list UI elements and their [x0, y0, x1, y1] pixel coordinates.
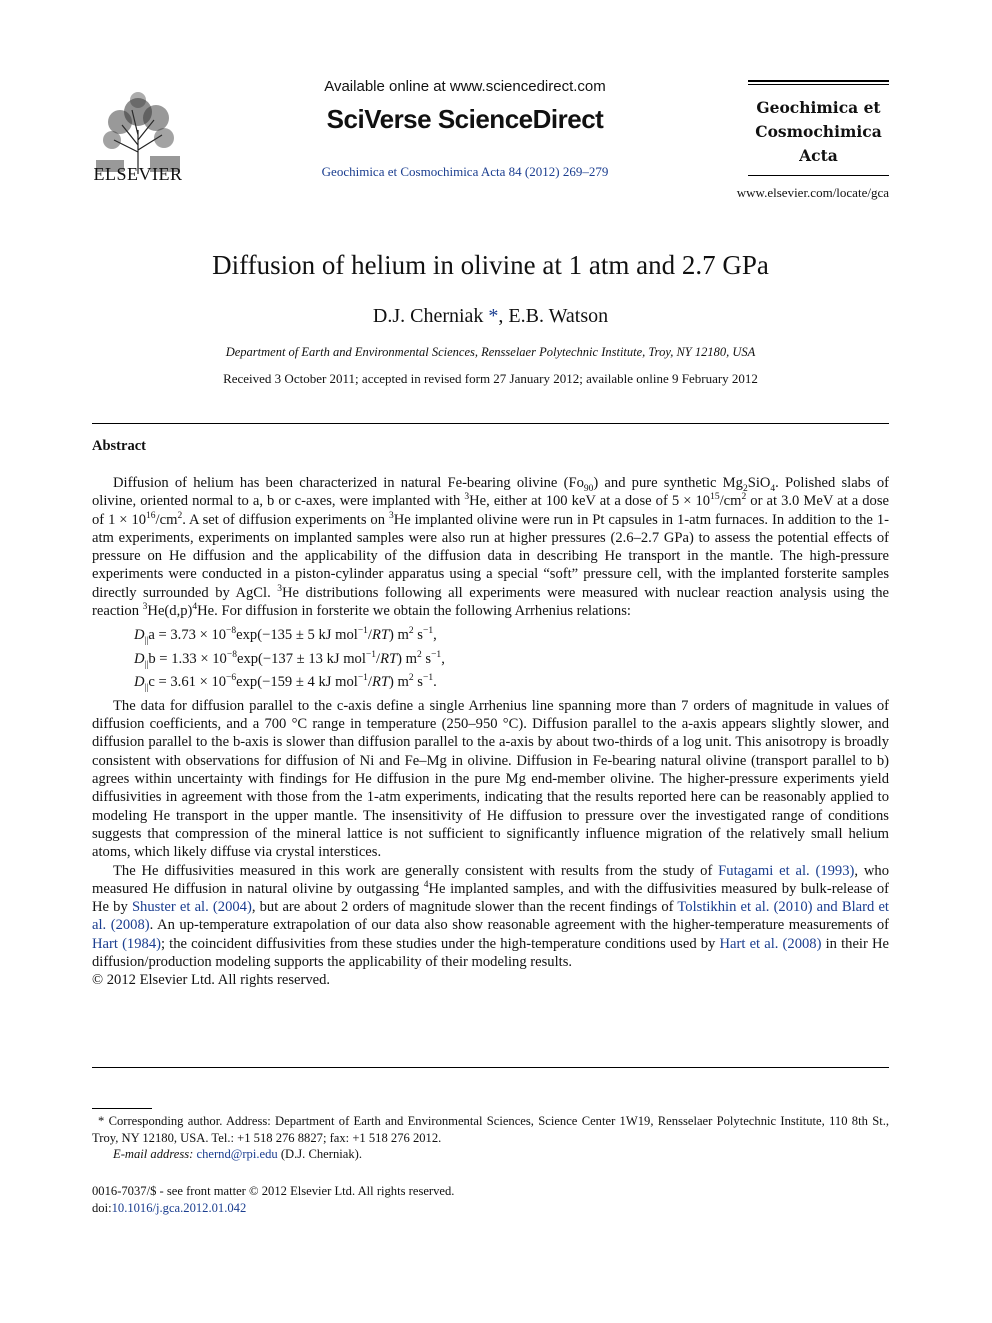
footnote-marker: *	[98, 1114, 105, 1128]
footnote-text: Corresponding author. Address: Department of Earth and Environmental Sciences, Science Center 1W19, Rensselaer Polytechnic Institute, 110 8th St., Troy, NY 12180, USA. Tel.: +1 518 276 8827; fax: +1 518 276 2012.	[92, 1114, 889, 1145]
journal-title-rule-top	[748, 80, 889, 82]
author-name: D.J. Cherniak	[372, 305, 484, 327]
abstract-body	[92, 474, 889, 990]
journal-title-line: Acta	[799, 146, 838, 165]
issn-line: 0016-7037/$ - see front matter © 2012 Elsevier Ltd. All rights reserved.	[92, 1184, 455, 1198]
article-title: Diffusion of helium in olivine at 1 atm and 2.7 GPa	[212, 250, 769, 280]
journal-url[interactable]: www.elsevier.com/locate/gca	[736, 185, 889, 200]
abstract-divider	[92, 1067, 889, 1068]
email-label: E-mail address:	[113, 1147, 194, 1161]
reference-link[interactable]: Tolstikhin et al. (2010) and Blard et al. (2008)	[92, 899, 889, 934]
sciverse-sciencedirect-logo[interactable]: SciVerse ScienceDirect	[326, 104, 604, 134]
journal-citation-link[interactable]: Geochimica et Cosmochimica Acta 84 (2012) 269–279	[321, 164, 609, 179]
equation-c: $D_{||}c = 3.61 \times 10^{-6}\exp(-159 \pm 4$ kJ mol$^{-1}$/RT) $m^2$ $s^{-1}$.	[134, 673, 437, 694]
journal-title-rule-top-thin	[748, 84, 889, 85]
reference-link[interactable]: Futagami et al. (1993)	[718, 862, 855, 879]
article-history: Received 3 October 2011; accepted in revised form 27 January 2012; available online 9 February 2012	[223, 371, 758, 386]
reference-link[interactable]: Shuster et al. (2004)	[131, 899, 252, 916]
reference-link[interactable]: Hart (1984)	[92, 935, 161, 952]
email-link[interactable]: chernd@rpi.edu	[196, 1147, 278, 1161]
publisher-wordmark: ELSEVIER	[93, 164, 183, 184]
corresponding-author-marker[interactable]: *	[488, 305, 499, 327]
doi-line: doi:10.1016/j.gca.2012.01.042	[92, 1201, 247, 1215]
equation-a: $D_{||}a = 3.73 \times 10^{-8}\exp(-135 \pm 5$ kJ mol$^{-1}$/RT) $m^2$ $s^{-1}$,	[134, 626, 437, 647]
equation-b: $D_{||}b = 1.33 \times 10^{-8}\exp(-137 \pm 13$ kJ mol$^{-1}$/RT) $m^2$ $s^{-1}$,	[134, 650, 445, 670]
abstract-paragraph: The data for diffusion parallel to the c-axis define a single Arrhenius line spanning more than 7 orders of magnitude in values of diffusion coefficients, and a 700 °C range in temperature (250–950 °C). Diffusion parallel to the a-axis appears slightly slower, and diffusion parallel to the b-axis is slower than diffusion parallel to the a-axis by about two-thirds of a log unit. This anisotropy is broadly consistent with observations for diffusion of Ni and Fe–Mg in olivine. Diffusion in Fe-bearing natural olivine (transport parallel to b) agrees within uncertainty with findings for He diffusion in the pure Mg end-member olivine. The higher-pressure experiments yield diffusivities in agreement with those from the 1-atm experiments, indicating that the results reported here can be reasonably applied to modeling He transport in the upper mantle. The insensitivity of He diffusion to pressure over the investigated range of conditions suggests that compression of the mineral lattice is not sufficient to significantly influence migration of the relatively small helium atoms, which likely diffuse via crystal interstices.	[92, 697, 889, 861]
author-name: E.B. Watson	[508, 305, 609, 327]
journal-title	[748, 96, 889, 168]
header-divider	[92, 423, 889, 424]
arrhenius-equations	[134, 624, 889, 695]
abstract-paragraph: The He diffusivities measured in this work are generally consistent with results from the study of Futagami et al. (1993), who measured He diffusion in natural olivine by outgassing $^4$He implanted samples, and with the diffusivities measured by bulk-release of He by Shuster et al. (2004), but are about 2 orders of magnitude slower than the recent findings of Tolstikhin et al. (2010) and Blard et al. (2008). An up-temperature extrapolation of our data also show reasonable agreement with the higher-temperature measurements of Hart (1984); the coincident diffusivities from these studies under the high-temperature conditions used by Hart et al. (2008) in their He diffusion/production modeling supports the applicability of their modeling results.	[92, 862, 889, 971]
affiliation: Department of Earth and Environmental Sciences, Rensselaer Polytechnic Institute, Troy, NY 12180, USA	[225, 345, 756, 359]
abstract-heading: Abstract	[92, 438, 146, 454]
author-list	[92, 305, 889, 328]
front-matter	[92, 1183, 454, 1217]
abstract-paragraph: Diffusion of helium has been characterized in natural Fe-bearing olivine $(Fo_{90})$ and pure synthetic $Mg_2SiO_4$. Polished slabs of olivine, oriented normal to a, b or c-axes, were implanted with $^3$He, either at 100 keV at a dose of $5 \times 10^{15}/cm^2$ or at 3.0 MeV at a dose of $1 \times 10^{16}/cm^2$. A set of diffusion experiments on $^3$He implanted olivine were run in Pt capsules in 1-atm furnaces. In addition to the 1-atm experiments, experiments on implanted samples were also run at higher pressures (2.6–2.7 GPa) to assess the potential effects of pressure on He diffusion and the applicability of the diffusion data in describing He transport in the mantle. The high-pressure experiments were conducted in a piston-cylinder apparatus using a special “soft” pressure cell, with the implanted forsterite samples directly surrounded by AgCl. $^3$He distributions following all experiments were measured with nuclear reaction analysis using the reaction $^3He(d,p)^4He$. For diffusion in forsterite we obtain the following Arrhenius relations:	[92, 475, 889, 620]
doi-link[interactable]: 10.1016/j.gca.2012.01.042	[111, 1201, 247, 1215]
corresponding-author-footnote: * Corresponding author. Address: Department of Earth and Environmental Sciences, Science Center 1W19, Rensselaer Polytechnic Institute, 110 8th St., Troy, NY 12180, USA. Tel.: +1 518 276 8827; fax: +1 518 276 2012. E-mail address: chernd@rpi.edu (D.J. Cherniak).	[92, 1114, 889, 1161]
footnote-rule	[92, 1108, 152, 1109]
copyright: © 2012 Elsevier Ltd. All rights reserved.	[92, 972, 331, 989]
journal-title-line: Cosmochimica	[755, 122, 882, 141]
author-separator: ,	[498, 305, 509, 327]
journal-title-rule-bottom	[748, 175, 889, 176]
reference-link[interactable]: Hart et al. (2008)	[719, 935, 822, 952]
journal-title-line: Geochimica et	[756, 98, 881, 117]
available-online-text[interactable]: Available online at www.sciencedirect.com	[324, 78, 606, 95]
